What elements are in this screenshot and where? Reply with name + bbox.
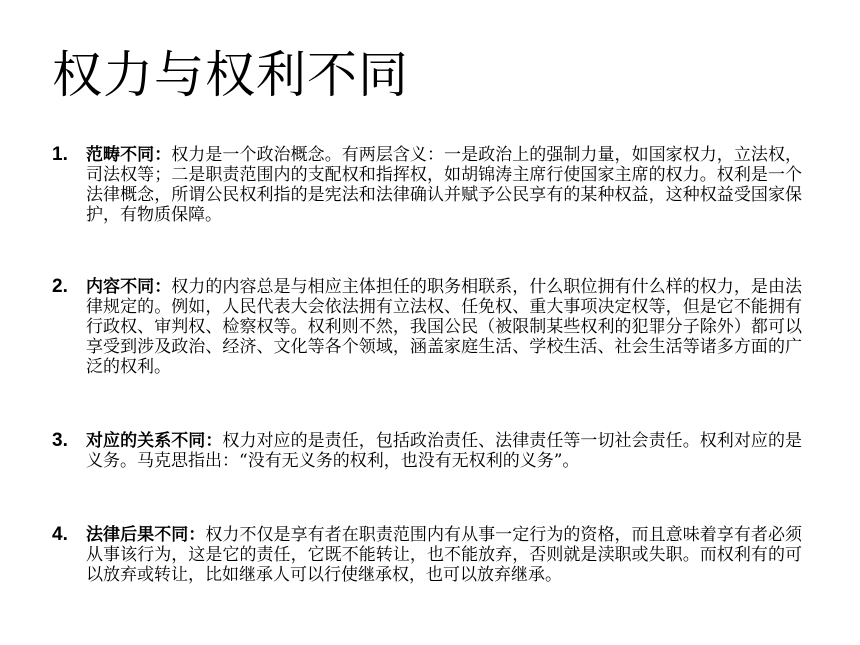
item-number: 3.: [52, 430, 68, 451]
list-item-scope: [52, 145, 802, 225]
item-body: [86, 431, 802, 471]
item-label: 对应的关系不同：: [86, 431, 223, 451]
item-number: 4.: [52, 524, 68, 545]
item-number: 1.: [52, 144, 68, 165]
item-text: 权力不仅是享有者在职责范围内有从事一定行为的资格，而且意味着享有者必须从事该行为，这是它的责任，它既不能转让，也不能放弃，否则就是渎职或失职。而权利有的可以放弃或转让，比如继承人可以行使继承权，也可以放弃继承。: [86, 525, 803, 585]
item-text: 权力对应的是责任，包括政治责任、法律责任等一切社会责任。权利对应的是义务。马克思指出：“没有无义务的权利，也没有无权利的义务”。: [86, 431, 802, 471]
item-body: [86, 525, 802, 585]
item-text: 权力是一个政治概念。有两层含义：一是政治上的强制力量，如国家权力，立法权，司法权等；二是职责范围内的支配权和指挥权，如胡锦涛主席行使国家主席的权力。权利是一个法律概念，所谓公民权利指的是宪法和法律确认并赋予公民享有的某种权益，这种权益受国家保护，有物质保障。: [86, 145, 803, 225]
item-body: [86, 277, 802, 377]
item-label: 内容不同：: [86, 277, 172, 297]
item-label: 范畴不同：: [86, 145, 172, 165]
item-number: 2.: [52, 276, 68, 297]
list-item-relationship: [52, 431, 802, 471]
list-item-legal-consequence: [52, 525, 802, 585]
item-text: 权力的内容总是与相应主体担任的职务相联系，什么职位拥有什么样的权力，是由法律规定的。例如，人民代表大会依法拥有立法权、任免权、重大事项决定权等，但是它不能拥有行政权、审判权、检察权等。权利则不然，我国公民（被限制某些权利的犯罪分子除外）都可以享受到涉及政治、经济、文化等各个领域，涵盖家庭生活、学校生活、社会生活等诸多方面的广泛的权利。: [86, 277, 803, 377]
item-label: 法律后果不同：: [86, 525, 206, 545]
list-item-content: [52, 277, 802, 377]
slide-title: 权力与权利不同: [52, 46, 409, 104]
item-body: [86, 145, 802, 225]
